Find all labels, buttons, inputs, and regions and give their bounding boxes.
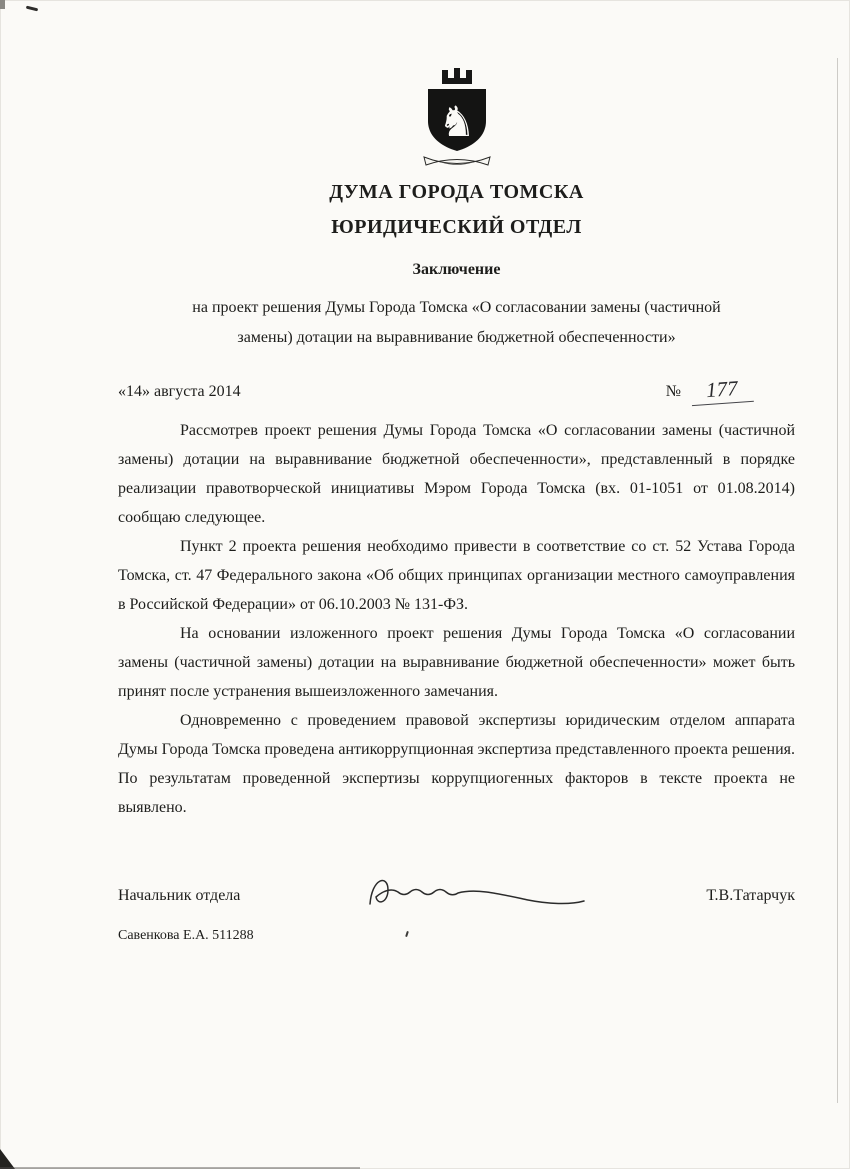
- executor-line: Савенкова Е.А. 511288: [118, 928, 254, 943]
- document-date: «14» августа 2014: [118, 383, 241, 400]
- handwritten-signature-icon: [358, 864, 588, 914]
- number-label: №: [665, 383, 681, 400]
- subject-line-1: на проект решения Думы Города Томска «О согласовании замены (частичной: [192, 299, 721, 316]
- scan-edge-line: [837, 58, 838, 1103]
- document-title: Заключение: [412, 261, 501, 278]
- document-subject: [118, 293, 795, 353]
- ribbon-banner: [424, 157, 490, 165]
- paragraph-3: На основании изложенного проект решения Думы Города Томска «О согласовании замены (частичной замены) дотации на выравнивание бюджетной обеспеченности» может быть принят после устранения вышеизложенного замечания.: [118, 625, 795, 700]
- horse-icon: ♞: [437, 97, 476, 146]
- paragraph-2: Пункт 2 проекта решения необходимо привести в соответствие со ст. 52 Устава Города Томска, ст. 47 Федерального закона «Об общих принципах организации местного самоуправления в Российской Федерации» от 06.10.2003 № 131-ФЗ.: [118, 538, 795, 613]
- tomsk-coat-of-arms-icon: [414, 68, 500, 170]
- document-body: [118, 416, 795, 822]
- document-number: [666, 377, 753, 404]
- subject-line-2: замены) дотации на выравнивание бюджетной обеспеченности»: [237, 329, 676, 346]
- handwritten-number: 177: [690, 375, 754, 406]
- paragraph-4: Одновременно с проведением правовой экспертизы юридическим отделом аппарата Думы Города Томска проведена антикоррупционная экспертиза представленного проекта решения. По результатам проведенной экспертизы коррупциогенных факторов в тексте проекта не выявлено.: [118, 712, 795, 816]
- date-number-row: [118, 377, 795, 404]
- coat-of-arms: [118, 68, 795, 175]
- signer-position: Начальник отдела: [118, 887, 241, 904]
- crown-icon: [442, 68, 472, 84]
- scan-top-corner: [0, 0, 5, 9]
- department-name: ЮРИДИЧЕСКИЙ ОТДЕЛ: [331, 216, 582, 238]
- scan-corner-artifact: [0, 1149, 15, 1169]
- signer-name: Т.В.Татарчук: [706, 887, 795, 904]
- paragraph-1: Рассмотрев проект решения Думы Города Томска «О согласовании замены (частичной замены) дотации на выравнивание бюджетной обеспеченности», представленный в порядке реализации правотворческой инициативы Мэром Города Томска (вх. 01-1051 от 01.08.2014) сообщаю следующее.: [118, 422, 795, 526]
- signature-block: [118, 878, 795, 914]
- organization-name: ДУМА ГОРОДА ТОМСКА: [329, 181, 584, 203]
